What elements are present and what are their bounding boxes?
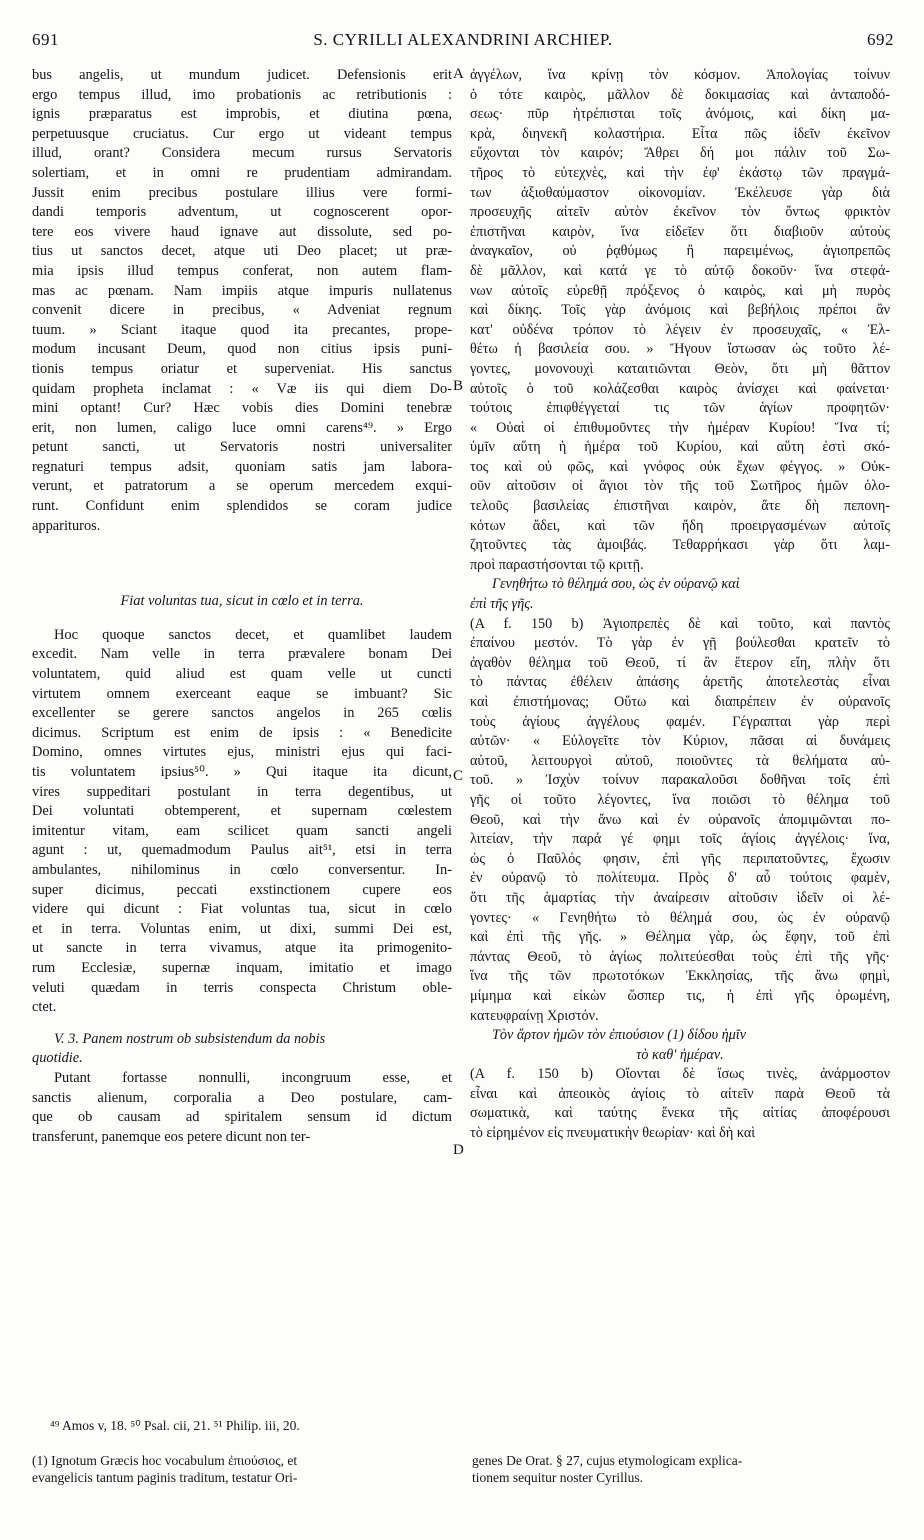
text-line: τούτοις ἐπιφθέγγεταί τις τῶν ἁγίων προφητῶν·	[470, 400, 890, 417]
text-line: modum incusant Deum, quod non citius ipsis puni-	[32, 341, 452, 358]
text-line: « Οὐαὶ οἱ ἐπιθυμοῦντες τὴν ἡμέραν Κυρίου! Ἵνα τί;	[470, 419, 890, 436]
text-line: transferunt, panemque eos petere dicunt non ter-	[32, 1128, 311, 1145]
footnote-1	[32, 1452, 452, 1486]
text-line: tionis tempus oriatur et superveniat. His sanctus	[32, 360, 452, 377]
footnote-line: genes De Orat. § 27, cujus etymologicam explica-	[472, 1453, 743, 1468]
text-line: verunt, et patratorum a se operum mercedem exqui-	[32, 478, 452, 495]
section-heading: τὸ καθ' ἡμέραν.	[636, 1046, 724, 1063]
text-line: ignis præparatus est improbis, et diutina pœna,	[32, 106, 452, 123]
section-heading: V. 3. Panem nostrum ob subsistendum da nobis	[54, 1030, 326, 1047]
margin-marker-a: A	[453, 66, 464, 82]
text-line: κατευφραίνῃ Χριστόν.	[470, 1007, 599, 1024]
text-line: προσευχῆς αἰτεῖν αὐτὸν ἐκεῖνον τὸν ὄντως φρικτὸν	[470, 204, 890, 221]
text-line: σεως· πῦρ ἡτρέπισται τοῖς ἀνόμοις, καὶ δίκη μα-	[470, 106, 890, 123]
footnote-line: (1) Ignotum Græcis hoc vocabulum ἐπιούσιος, et	[32, 1453, 298, 1468]
text-line: μίμημα καὶ εἰκὼν ὥσπερ τις, ἡ ἐπὶ γῆς ὁρωμένη,	[470, 987, 890, 1004]
text-line: ἀγαθὸν θέλημα τοῦ Θεοῦ, τί ἂν ἕτερον εἴη, πλὴν ὅτι	[470, 654, 890, 671]
text-line: ζητοῦντες τὰς ἀμοιβάς. Τεθαρρήκασι γὰρ ὅτι λαμ-	[470, 537, 890, 554]
text-line: petunt sancti, ut Servatoris nostri universaliter	[32, 439, 452, 456]
text-line: illud, orant? Considera mecum rursus Servatoris	[32, 145, 452, 162]
text-line: ὅτι τῆς ἁμαρτίας τὴν ἀναίρεσιν αἰτοῦσιν ἰδεῖν οἱ λέ-	[470, 889, 890, 906]
text-line: καὶ ἐπιστήμονας; Οὕτω καὶ διαπρέπειν ἐν οὐρανοῖς	[470, 694, 890, 710]
text-line: regnaturi tempus adsit, quoniam satis jam labora-	[32, 458, 452, 475]
text-line: τοῦ. » Ἰσχὺν τοίνυν παρακαλοῦσι δοθῆναι τοῖς ἐπὶ	[470, 772, 890, 789]
latin-column	[32, 66, 452, 1147]
text-line: voluntatem, quid aliud est quam velle ut cuncti	[32, 666, 452, 683]
text-line: veluti quædam in terris conspecta Christum oble-	[32, 979, 452, 996]
text-line: ambulantes, nihilominus in cœlo conversentur. In-	[32, 861, 452, 878]
footnote-1-continued	[472, 1452, 892, 1486]
text-line: imitentur vitam, eam scilicet quam sancti angeli	[32, 822, 452, 839]
text-line: Jussit enim precibus postulare illius vere formi-	[32, 184, 452, 201]
text-line: Domino, omnes virtutes ejus, ministri ejus qui faci-	[32, 744, 452, 761]
text-line: vires suppeditari postulant in terra degentibus, ut	[32, 783, 452, 800]
text-line: mas ac pœnam. Nam impiis atque impuris nullatenus	[32, 282, 452, 299]
text-line: super dicimus, peccati exstinctionem cupere eos	[32, 881, 452, 898]
margin-marker-d: D	[453, 1142, 464, 1158]
text-line: ἀγγέλων, ἵνα κρίνῃ τὸν κόσμον. Ἀπολογίας τοίνυν	[470, 67, 890, 83]
margin-marker-b: B	[453, 378, 464, 394]
section-heading: quotidie.	[32, 1050, 83, 1067]
text-line: αὐτοῖς ὁ τοῦ κολάζεσθαι καιρὸς ἀνίσχει καὶ φαίνεται·	[470, 380, 890, 397]
text-line: κότων ἄδει, καὶ τῶν ἤδη προειργασμένων αὐτοῖς	[470, 517, 890, 534]
text-line: dicimus. Scriptum est enim de ipsis : « Benedicite	[32, 724, 452, 741]
text-line: convenit dicere in precibus, « Adveniat regnum	[32, 302, 452, 319]
text-line: γοντες, μονονουχὶ καταιτιῶνται Θεὸν, ὅτι μὴ θᾶττον	[470, 360, 890, 377]
text-line: apparituros.	[32, 517, 101, 534]
text-line: προὶ παραστήσονται τῷ κριτῇ.	[470, 556, 644, 573]
page-header	[32, 30, 894, 60]
text-line: perpetuusque cruciatus. Cur ergo ut videant tempus	[32, 125, 452, 142]
running-title: S. CYRILLI ALEXANDRINI ARCHIEP.	[313, 30, 613, 49]
text-line: ἐπιστῆναι καιρὸν, ἵνα εἰδεῖεν ὅτι διαβιοῦν αὐτοὺς	[470, 223, 890, 240]
text-line: tius ut sanctos decet, atque uti Deo placet; ut præ-	[32, 243, 452, 260]
text-line: rum Ecclesiæ, supernæ inquam, imitatio et imago	[32, 959, 452, 976]
text-line: ἵνα τῆς τῶν πρωτοτόκων Ἐκκλησίας, τῆς ἄνω φημὶ,	[470, 968, 890, 985]
text-line: (Α f. 150 b) Ἁγιοπρεπὲς δὲ καὶ τοῦτο, καὶ παντὸς	[470, 615, 890, 632]
text-line: τὸ πάντας ἐθέλειν ἁπάσης ἀρετῆς ἀποτελεστὰς εἶναι	[470, 674, 890, 691]
text-line: agunt : ut, quemadmodum Paulus ait⁵¹, etsi in terra	[32, 842, 452, 859]
text-line: κατ' οὐδένα τρόπον τὸ λέγειν ἐν προσευχαῖς, « Ἐλ-	[470, 321, 890, 338]
text-line: Putant fortasse nonnulli, incongruum esse, et	[54, 1069, 452, 1086]
section-heading: Γενηθήτω τὸ θέλημά σου, ὡς ἐν οὐρανῷ καὶ	[492, 576, 740, 593]
text-line: εἶναι καὶ ἀπεοικὸς ἁγίοις τὸ αἰτεῖν παρὰ Θεοῦ τὰ	[470, 1085, 890, 1102]
text-line: ctet.	[32, 999, 57, 1016]
text-line: γοντες· « Γενηθήτω τὸ θέλημά σου, ὡς ἐν οὐρανῷ	[470, 909, 890, 926]
text-line: Hoc quoque sanctos decet, et quamlibet laudem	[54, 626, 452, 643]
text-line: quidam propheta inclamat : « Væ iis qui diem Do-	[32, 380, 452, 397]
text-line: ὡς ὁ Παῦλός φησιν, ἐπὶ γῆς περιπατοῦντες, ἔχωσιν	[470, 850, 890, 867]
section-heading: Fiat voluntas tua, sicut in cœlo et in terra.	[120, 593, 364, 610]
text-line: videre qui dicunt : Fiat voluntas tua, sicut in cœlo	[32, 901, 452, 918]
text-line: πάντας Θεοῦ, τὸ ἁγίως πολιτεύεσθαι τοὺς ἐπὶ τῆς γῆς·	[470, 948, 890, 965]
text-line: tuum. » Sciant itaque quod ita precantes, prope-	[32, 321, 452, 338]
text-line: καὶ ἐπὶ τῆς γῆς. » Θέλημα γὰρ, ὡς ἔφην, τοῦ ἐπὶ	[470, 929, 890, 946]
text-line: (Α f. 150 b) Οἴονται δὲ ἴσως τινὲς, ἀνάρμοστον	[470, 1066, 890, 1083]
text-line: δὲ μᾶλλον, καὶ κατά γε τὸ αὐτῷ δοκοῦν· ἵνα στεφά-	[470, 262, 890, 279]
text-line: runt. Confidunt enim splendidos se coram judice	[32, 498, 452, 515]
text-line: mini optant! Cur? Hæc vobis dies Domini tenebræ	[32, 400, 452, 417]
text-line: τελοῦς βασιλείας ἐπιστῆναι καιρὸν, ἅτε δὴ πεπονη-	[470, 498, 890, 515]
text-line: ὁ τότε καιρὸς, μᾶλλον δὲ δοκιμασίας καὶ ἀνταποδό-	[470, 86, 890, 103]
footnote-line: evangelicis tantum paginis traditum, testatur Ori-	[32, 1470, 298, 1485]
text-line: ut sancte in terra vivamus, atque ita primogenito-	[32, 940, 452, 957]
page-number-left: 691	[32, 30, 59, 49]
text-line: ergo tempus illud, imo probationis ac retributionis :	[32, 86, 452, 103]
text-line: σωματικὰ, καὶ ταύτης ἕνεκα τῆς αἰτίας ἀποφέρουσι	[470, 1105, 890, 1122]
text-line: excellenter se gerere sanctos angelos in 265 cœlis	[32, 705, 452, 722]
text-line: et in terra. Voluntas enim, ut dixi, summi Dei est,	[32, 920, 452, 937]
greek-column	[470, 66, 890, 1144]
text-line: θέτω ἡ βασιλεία σου. » Ἤγουν ἴστωσαν ὡς τοῦτο λέ-	[470, 341, 890, 358]
section-heading: ἐπὶ τῆς γῆς.	[470, 596, 534, 613]
margin-marker-c: C	[453, 768, 464, 784]
text-line: mia ipsis illud tempus conferat, non autem flam-	[32, 262, 452, 279]
text-line: τῆρος τὸ εὐτεχνὲς, καὶ τὴν ἐφ' ἑκάστῳ τῶν πραγμά-	[470, 164, 890, 181]
text-line: solertiam, et in omni re prudentiam admirandam.	[32, 164, 452, 181]
text-line: κρὰ, διηνεκῆ κολαστήρια. Εἶτα πῶς ἰδεῖν ἐκεῖνον	[470, 125, 890, 142]
section-heading: Τὸν ἄρτον ἡμῶν τὸν ἐπιούσιον (1) δίδου ἡμῖν	[492, 1027, 747, 1044]
text-line: οῦν αἰτοῦσιν οἱ ἅγιοι τὸν τῆς τοῦ Σωτῆρος ἡμῶν ὁλο-	[470, 478, 890, 495]
text-line: tere eos vivere haud ignave aut dissolute, sed po-	[32, 223, 452, 240]
page-number-right: 692	[867, 30, 894, 49]
text-line: ἐπαίνου μεστόν. Τὸ γὰρ ἐν γῇ βούλεσθαι κρατεῖν τὸ	[470, 635, 890, 652]
text-line: ὑμῖν αὕτη ἡ ἡμέρα τοῦ Κυρίου, καὶ αὕτη ἐστὶ σκό-	[470, 439, 890, 456]
text-line: καὶ δίκης. Τοῖς γὰρ ἀνόμοις καὶ βεβήλοις πρέποι ἂν	[470, 302, 890, 319]
text-line: virtutem omnem exerceant eaque se imbuant? Sic	[32, 685, 452, 702]
text-line: Dei voluntati obtemperent, et supernam cœlestem	[32, 803, 452, 820]
text-line: tis voluntatem ipsius⁵⁰. » Qui itaque ita dicunt,	[32, 764, 452, 780]
text-line: ἀναγκαῖον, οὐ ῥᾳθύμως ἢ παρειμένως, ἁγιοπρεπῶς	[470, 243, 890, 260]
text-line: τος καὶ οὐ φῶς, καὶ γνόφος οὐκ ἔχων φέγγος. » Οὐκ-	[470, 458, 890, 475]
text-line: bus angelis, ut mundum judicet. Defensionis erit	[32, 67, 452, 83]
text-line: αὐτοῦ, λειτουργοὶ αὐτοῦ, ποιοῦντες τὰ θελήματα αὐ-	[470, 752, 890, 769]
footnotes	[32, 1418, 894, 1485]
footnote-references: ⁴⁹ Amos v, 18. ⁵⁰ Psal. cii, 21. ⁵¹ Philip. iii, 20.	[50, 1418, 300, 1433]
text-line: erit, non lumen, caligo luce omni carens⁴⁹. » Ergo	[32, 419, 452, 436]
text-line: των ἀξιοθαύμαστον οἰκονομίαν. Ἐκέλευσε γὰρ διὰ	[470, 184, 890, 201]
text-line: sanctis alienum, corporalia a Deo postulare, cam-	[32, 1089, 452, 1106]
text-line: excedit. Nam velle in terra prævalere bonam Dei	[32, 646, 452, 663]
text-line: εὔχονται τὸν καιρόν; Ἄθρει δή μοι πάλιν τοῦ Σω-	[470, 145, 890, 162]
text-line: que ob causam ad spiritalem sensum id dictum	[32, 1109, 452, 1126]
text-line: λιτείαν, τὴν παρά γέ φημι τοῖς ἁγίοις ἀγγέλοις· ἵνα,	[470, 831, 890, 848]
text-line: Θεοῦ, καὶ τὴν ἄνω καὶ ἐν οὐρανοῖς ἀπομιμῶνται πο-	[470, 811, 890, 828]
footnote-line: tionem sequitur noster Cyrillus.	[472, 1470, 643, 1485]
text-line: ἐν οὐρανῷ τὸ πολίτευμα. Πρὸς δ' αὖ τούτοις φαμὲν,	[470, 870, 890, 887]
text-line: dandi temporis adventum, ut cognoscerent opor-	[32, 204, 452, 221]
text-line: τοὺς ἁγίους ἀγγέλους φαμέν. Γέγραπται γὰρ περὶ	[470, 713, 890, 730]
text-line: γῆς οἱ τοῦτο λέγοντες, ἵνα ποιῶσι τὸ θέλημα τοῦ	[470, 791, 890, 808]
text-line: αὐτῶν· « Εὐλογεῖτε τὸν Κύριον, πᾶσαι αἱ δυνάμεις	[470, 733, 890, 750]
text-line: νων αὐτοῖς εὑρεθῇ πρόξενος ὁ καιρὸς, καὶ μὴ πυρὸς	[470, 282, 890, 299]
text-line: τὸ εἰρημένον εἰς πνευματικὴν θεωρίαν· καὶ δὴ καὶ	[470, 1125, 756, 1142]
